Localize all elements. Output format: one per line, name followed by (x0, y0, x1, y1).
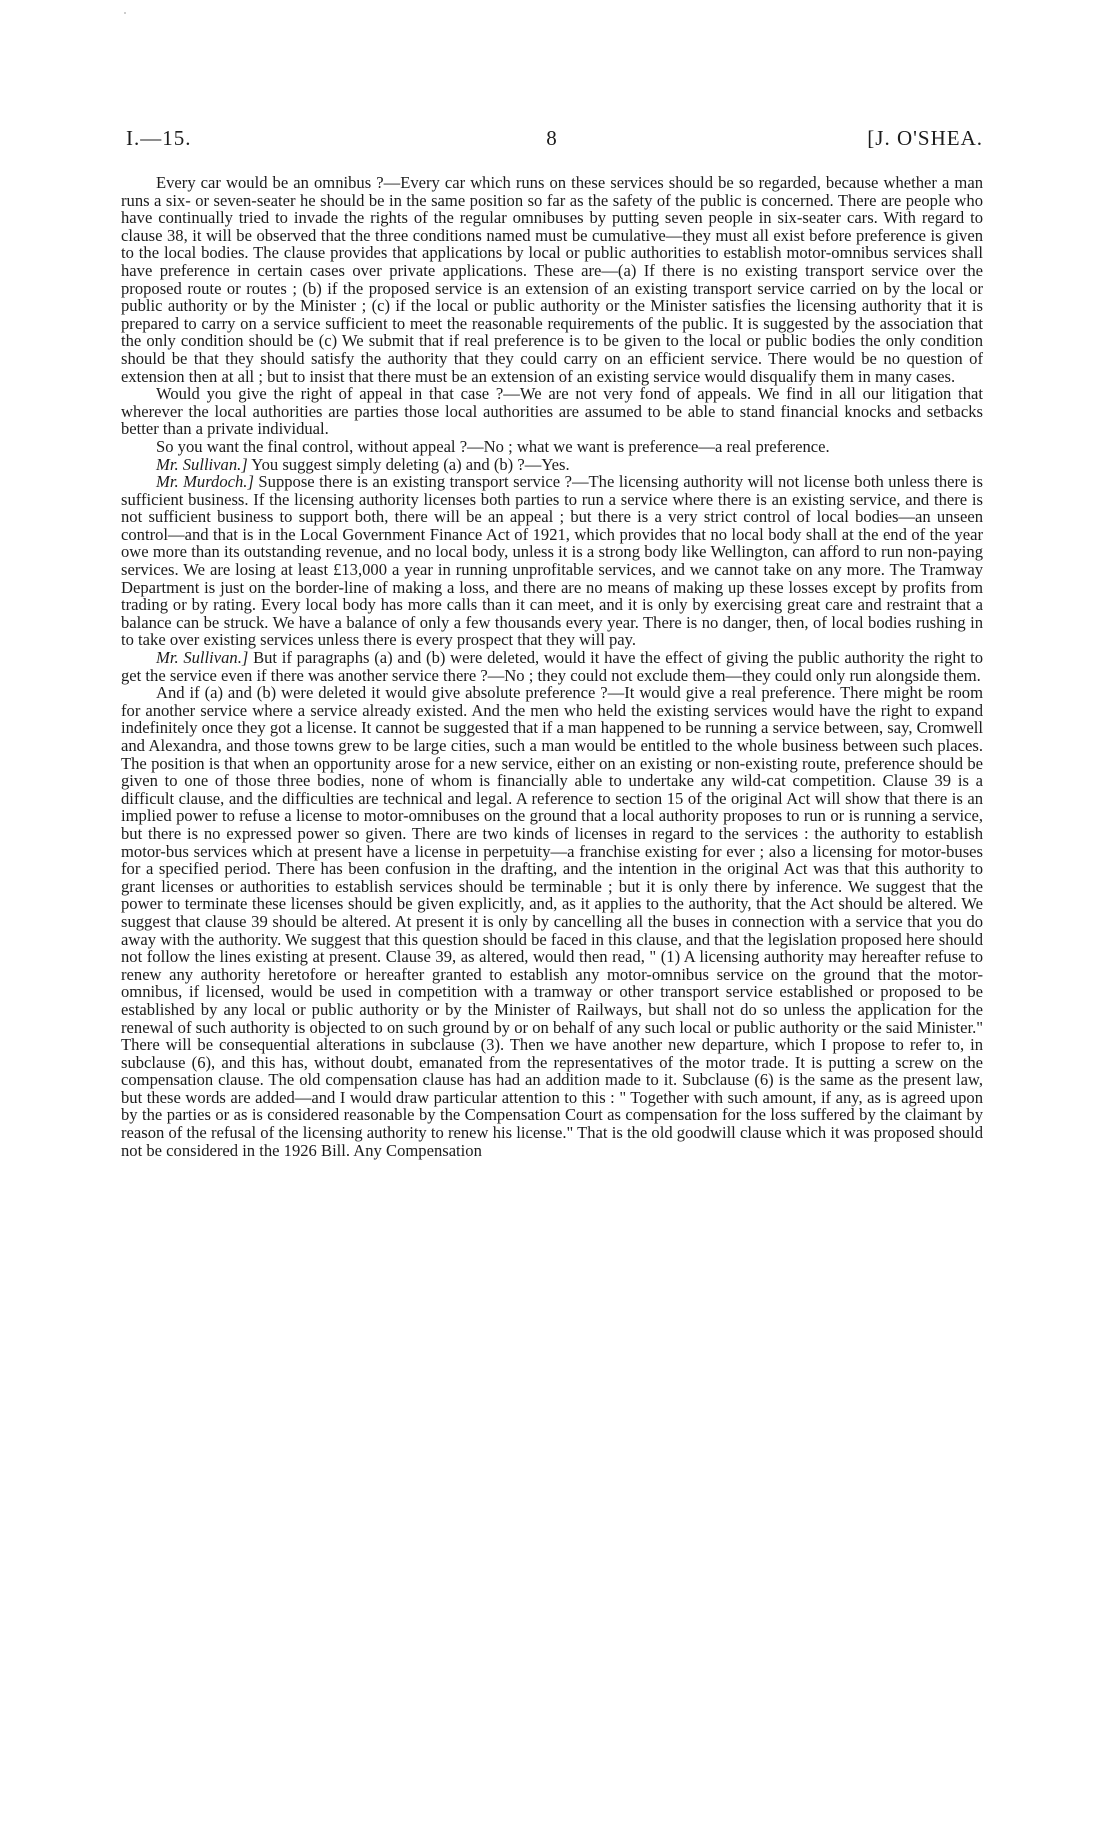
paragraph-text: But if paragraphs (a) and (b) were deleted, would it have the effect of giving the public authority the right to get the service even if there was another service there ?—No ; they could not exclude them—they could only run alongside them. (121, 648, 983, 685)
paragraph-text: Every car would be an omnibus ?—Every car which runs on these services should be so regarded, because whether a man runs a six- or seven-seater he should be in the same position so far as the safety of the public is concerned. There are people who have continually tried to invade the rights of the regular omnibuses by putting seven people in six-seater cars. With regard to clause 38, it will be observed that the three conditions named must be cumulative—they must all exist before preference is given to the local bodies. The clause provides that applications by local or public authorities to establish motor-omnibus services shall have preference in certain cases over private applications. These are—(a) If there is no existing transport service over the proposed route or routes ; (b) if the proposed service is an extension of an existing transport service carried on by the local or public authority or by the Minister ; (c) if the local or public authority or the Minister satisfies the licensing authority that it is prepared to carry on a service sufficient to meet the reasonable requirements of the public. It is suggested by the association that the only condition should be (c) We submit that if real preference is to be given to the local or public bodies the only condition should be that they should satisfy the authority that they could carry on an efficient service. There would be no question of extension then at all ; but to insist that there must be an extension of an existing service would disqualify them in many cases. (121, 173, 983, 386)
paragraph-text: You suggest simply deleting (a) and (b) ?—Yes. (247, 454, 570, 474)
paragraph-6 (121, 649, 983, 684)
paragraph-7 (121, 684, 983, 1159)
speaker: Mr. Sullivan.] (156, 454, 248, 474)
page-header (121, 126, 983, 160)
speaker: Mr. Sullivan.] (156, 648, 249, 668)
paragraph-5 (121, 473, 983, 649)
witness-name: [J. O'SHEA. (867, 126, 983, 150)
document-reference: I.—15. (126, 126, 192, 150)
paragraph-text: So you want the final control, without appeal ?—No ; what we want is preference—a real preference. (156, 436, 830, 456)
document-body (121, 174, 983, 1159)
paragraph-text: Suppose there is an existing transport service ?—The licensing authority will not license both unless there is sufficient business. If the licensing authority licenses both parties to run a service where there is an existing service, and there is not sufficient business to support both, there will be an appeal ; but there is a very strict control of local bodies—an unseen control—and that is in the Local Government Finance Act of 1921, which provides that no local body shall at the end of the year owe more than its outstanding revenue, and no local body, unless it is a strong body like Wellington, can afford to run non-paying services. We are losing at least £13,000 a year in running unprofitable services, and we cannot take on any more. The Tramway Department is just on the border-line of making a loss, and there are no means of making up these losses except by profits from trading or by rating. Every local body has more calls than it can meet, and it is only by exercising great care and restraint that a balance can be struck. We have a balance of only a few thousands every year. There is no danger, then, of local bodies rushing in to take over existing services unless there is every prospect that they will pay. (121, 472, 983, 650)
paragraph-text: And if (a) and (b) were deleted it would give absolute preference ?—It would give a real preference. There might be room for another service where a service already existed. And the men who held the existing services would have the right to expand indefinitely once they got a license. It cannot be suggested that if a man happened to be running a service between, say, Cromwell and Alexandra, and those towns grew to be large cities, such a man would be entitled to the whole business between such places. The position is that when an opportunity arose for a new service, either on an existing or non-existing route, preference should be given to one of those three bodies, none of whom is financially able to undertake any wild-cat competition. Clause 39 is a difficult clause, and the difficulties are technical and legal. A reference to section 15 of the original Act will show that there is an implied power to refuse a license to motor-omnibuses on the ground that a local authority proposes to run or is running a service, but there is no expressed power so given. There are two kinds of licenses in regard to the services : the authority to establish motor-bus services which at present have a license in perpetuity—a franchise existing for ever ; also a licensing for motor-buses for a specified period. There has been confusion in the drafting, and the intention in the original Act was that this authority to grant licenses or authorities to establish services should be terminable ; but it is only there by inference. We suggest that the power to terminate these licenses should be given explicitly, and, as it applies to the authority, that the Act should be altered. We suggest that clause 39 should be altered. At present it is only by cancelling all the buses in connection with a service that you do away with the authority. We suggest that this question should be faced in this clause, and that the legislation proposed here should not follow the lines existing at present. Clause 39, as altered, would then read, " (1) A licensing authority may hereafter refuse to renew any authority heretofore or hereafter granted to establish any motor-omnibus service on the ground that the motor-omnibus, if licensed, would be used in competition with a tramway or other transport service established or proposed to be established by any local or public authority or by the Minister of Railways, but shall not do so unless the application for the renewal of such authority is objected to on such ground by or on behalf of any such local or public authority or the said Minister." There will be consequential alterations in subclause (3). Then we have another new departure, which I propose to refer to, in subclause (6), and this has, without doubt, emanated from the representatives of the motor trade. It is putting a screw on the compensation clause. The old compensation clause has had an addition made to it. Subclause (6) is the same as the present law, but these words are added—and I would draw particular attention to this : " Together with such amount, if any, as is agreed upon by the parties or as is considered reasonable by the Compensation Court as compensation for the loss suffered by the claimant by reason of the refusal of the licensing authority to renew his license." That is the old goodwill clause which it was proposed should not be considered in the 1926 Bill. Any Compensation (121, 683, 983, 1160)
paragraph-3 (121, 438, 983, 456)
document-page (121, 126, 983, 1159)
paragraph-4 (121, 456, 983, 474)
paragraph-1 (121, 174, 983, 385)
paragraph-2 (121, 385, 983, 438)
page-number: 8 (546, 126, 558, 150)
scan-speck (124, 12, 126, 14)
speaker: Mr. Murdoch.] (156, 472, 254, 492)
paragraph-text: Would you give the right of appeal in that case ?—We are not very fond of appeals. We find in all our litigation that wherever the local authorities are parties those local authorities are assumed to be able to stand financial knocks and setbacks better than a private individual. (121, 384, 983, 439)
